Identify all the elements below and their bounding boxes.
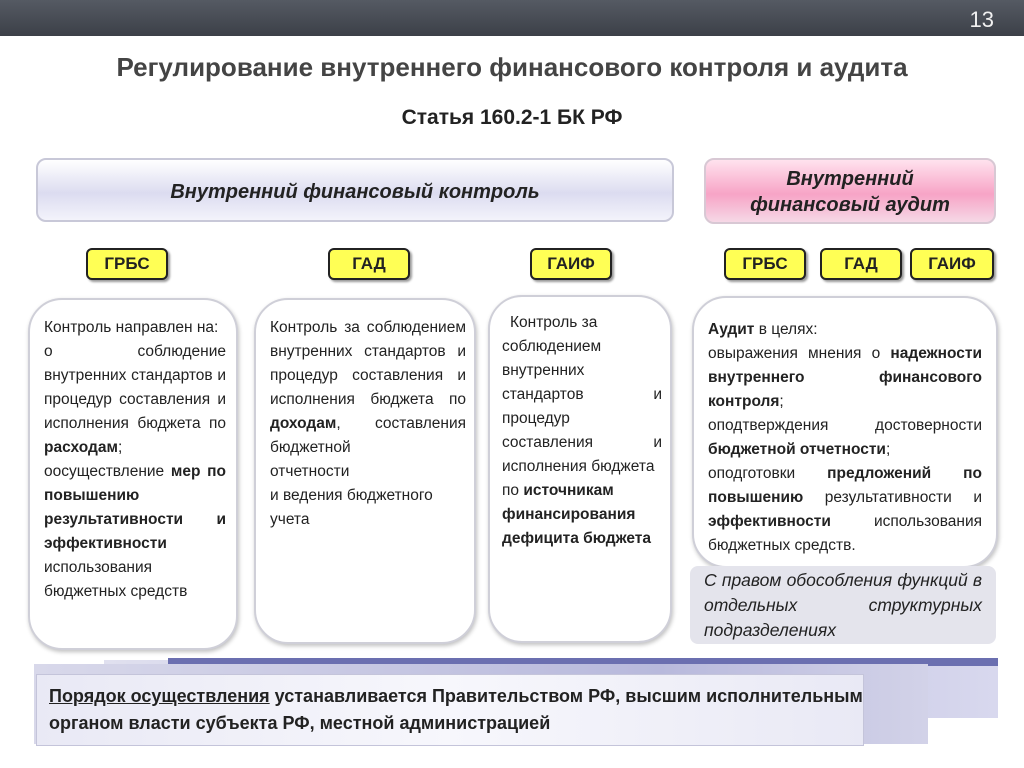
card-gaif-item3: по [502,482,524,499]
card-audit-item1-end: ; [779,393,784,410]
card-audit-lead: в целях: [754,321,818,338]
card-grbs-item2-end: использования бюджетных средств [44,559,188,600]
card-gaif-text [502,311,662,551]
card-grbs-control [28,298,238,650]
card-gad-item1: Контроль за соблюдением внутренних стандартов и процедур составления и исполнения бюджета по [270,319,466,408]
card-gad-text [270,316,466,532]
card-audit-item2-end: ; [885,441,891,458]
footer-rest: устанавливается Правительством РФ, высшим исполнительным органом власти субъекта РФ, местной администрацией [49,686,863,733]
audit-header-line2: финансовый аудит [750,194,950,216]
card-gaif-item2: соблюдением внутренних стандартов и процедур составления и исполнения бюджета [502,338,662,475]
card-grbs-item1-bold: расходам [44,439,118,456]
footer-text [36,674,864,746]
audit-note: С правом обособления функций в отдельных структурных подразделениях [690,566,996,644]
card-audit-item3: оподготовки [708,465,828,482]
tag-audit-gaif: ГАИФ [910,248,994,280]
card-gaif-control [488,295,672,643]
top-bar [0,0,1024,36]
card-audit-item2: оподтверждения достоверности [708,417,982,434]
card-audit-lead-bold: Аудит [708,321,755,338]
slide-title: Регулирование внутреннего финансового контроля и аудита [116,52,908,82]
card-gad-item1-bold: доходам [270,415,337,432]
tag-control-gaif: ГАИФ [530,248,612,280]
tag-control-grbs: ГРБС [86,248,168,280]
card-audit [692,296,998,568]
card-gad-item2: отчетности [270,463,350,480]
card-audit-item3-bold2: эффективности [708,513,831,530]
card-gaif-item3-bold: источникам финансирования дефицита бюджета [502,482,651,547]
audit-header-line1: Внутренний [786,168,914,190]
card-audit-item3-mid: результативности и [803,489,982,506]
card-gaif-item1: Контроль за [510,314,598,331]
card-gad-control [254,298,476,644]
card-audit-item3-end: использования бюджетных средств. [708,513,982,554]
card-gad-item1-end: , составления бюджетной [270,415,466,456]
audit-header [704,158,996,224]
card-grbs-item2-bold: мер по повышению результативности и эффективности [44,463,226,552]
control-header: Внутренний финансовый контроль [36,158,674,222]
tag-control-gad: ГАД [328,248,410,280]
card-audit-item2-bold: бюджетной отчетности [708,441,886,458]
tag-audit-grbs: ГРБС [724,248,806,280]
card-grbs-intro: Контроль направлен на: [44,319,219,336]
card-grbs-text [44,316,226,604]
footer-underlined: Порядок осуществления [49,686,270,706]
page-number: 13 [969,7,994,32]
card-audit-item3-bold: предложений по повышению [708,465,982,506]
card-gad-item3: и ведения бюджетного учета [270,487,433,528]
slide-subtitle: Статья 160.2-1 БК РФ [401,106,623,129]
card-grbs-item1-end: ; [117,439,123,456]
card-audit-item1-bold: надежности внутреннего финансового контроля [708,345,982,410]
card-grbs-item1: о соблюдение внутренних стандартов и процедур составления и исполнения бюджета по [44,343,226,432]
card-grbs-item2: оосуществление [44,463,171,480]
card-audit-item1: овыражения мнения о [708,345,891,362]
tag-audit-gad: ГАД [820,248,902,280]
card-audit-text [708,318,982,558]
